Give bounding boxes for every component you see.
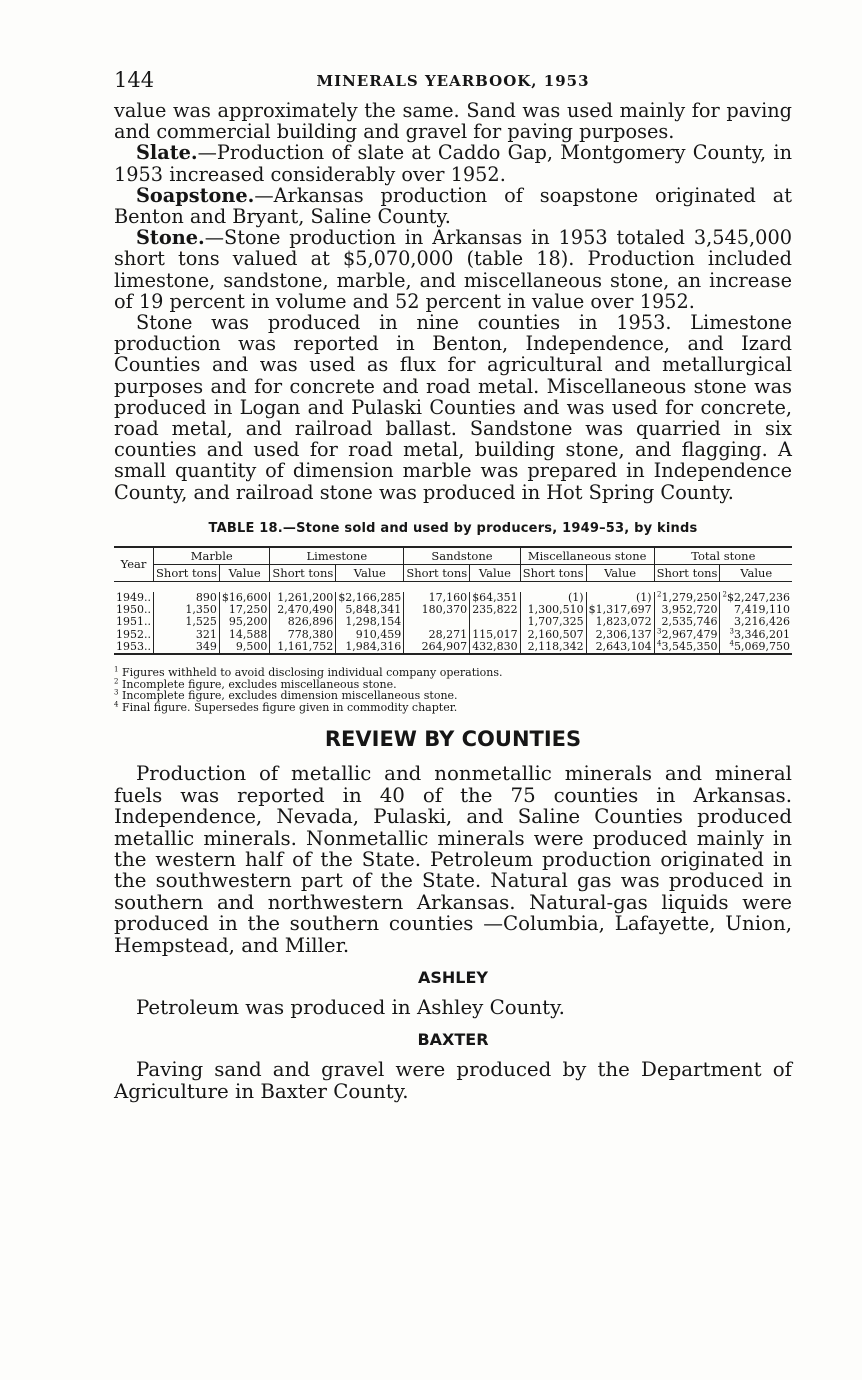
cell-misc-v: 2,306,137 [586,629,654,641]
table-body [114,581,792,654]
footnote-ref: 2 [722,590,728,599]
soapstone-text: —Arkansas production of soapstone originated at Benton and Bryant, Saline County. [114,183,792,229]
paragraph-sand: value was approximately the same. Sand was used mainly for paving and commercial building and gravel for paving purposes. [114,99,792,144]
cell-value: 7,419,110 [734,603,790,617]
cell-value: 3,216,426 [734,615,790,629]
group-header-sandstone: Sandstone [404,547,520,565]
section-heading-review: REVIEW BY COUNTIES [324,727,582,752]
table-row [114,641,792,654]
sub-header-tons: Short tons [404,564,470,581]
cell-marble-t: 1,350 [154,604,220,616]
cell-sand-t: 28,271 [404,629,470,641]
sub-header-tons: Short tons [154,564,220,581]
footnote-number: 2 [114,677,119,686]
cell-value: 2,967,479 [661,627,718,641]
cell-value: 3,952,720 [661,603,718,617]
cell-sand-t: 17,160 [404,592,470,604]
sub-header-value: Value [586,564,654,581]
paragraph-baxter: Paving sand and gravel were produced by the Department of Agriculture in Baxter County. [114,1058,792,1103]
footnote-ref: 4 [729,639,735,648]
cell-marble-v: 95,200 [219,616,270,628]
stone-table [114,546,792,655]
footnote-text: Incomplete figure, excludes dimension miscellaneous stone. [121,689,458,703]
cell-lime-v: 1,298,154 [336,616,404,628]
county-heading-ashley: ASHLEY [417,968,488,987]
cell-lime-v: $2,166,285 [336,592,404,604]
cell-value: 1,279,250 [661,590,718,604]
footnote-number: 1 [114,665,119,674]
cell-marble-t: 890 [154,592,220,604]
footnote-ref: 3 [657,627,662,636]
cell-marble-v: 17,250 [219,604,270,616]
cell-tot-v [720,641,792,654]
paragraph-slate [114,142,792,184]
cell-misc-t: 2,160,507 [520,629,586,641]
sub-header-tons: Short tons [654,564,720,581]
paragraph-stone [114,227,792,312]
footnote-number: 4 [114,700,119,709]
cell-sand-t [404,616,470,628]
county-heading-baxter: BAXTER [417,1030,489,1050]
page-header [114,60,792,100]
cell-marble-t: 321 [154,629,220,641]
cell-marble-v: $16,600 [219,592,270,604]
group-header-marble: Marble [154,547,270,565]
cell-year: 1953.. [114,641,154,654]
paragraph-review: Production of metallic and nonmetallic minerals and mineral fuels was reported in 40 of the 75 counties in Arkansas. Independence, Nevada, Pulaski, and Saline Counties produced metallic minerals. Nonmetallic minerals were produced mainly in the western half of the State. Petroleum production originated in the southwestern part of the State. Natural gas was produced in southern and northwestern Arkansas. Natural-gas liquids were produced in the southern counties —Columbia, Lafayette, Union, Hempstead, and Miller. [114,762,792,957]
soapstone-lead: Soapstone. [136,183,255,207]
cell-value: 3,346,201 [734,627,790,641]
cell-sand-v: 235,822 [470,604,521,616]
table-footnotes [114,667,792,713]
sub-header-value: Value [720,564,792,581]
footnote-number: 3 [114,688,119,697]
group-header-total: Total stone [654,547,792,565]
cell-lime-t: 1,261,200 [270,592,336,604]
cell-year: 1951.. [116,615,151,629]
sub-header-value: Value [336,564,404,581]
cell-misc-v: 1,823,072 [586,616,654,628]
stone-lead: Stone. [136,226,205,250]
paragraph-soapstone [114,185,792,227]
footnote-ref: 4 [657,639,662,648]
group-header-limestone: Limestone [270,547,404,565]
table-caption: TABLE 18.—Stone sold and used by producers, 1949–53, by kinds [208,520,698,536]
running-title: MINERALS YEARBOOK, 1953 [316,72,590,90]
cell-value: $2,247,236 [727,590,790,604]
cell-sand-v [470,616,521,628]
cell-year: 1949.. [116,590,151,604]
cell-misc-t: 1,707,325 [520,616,586,628]
cell-marble-v: 9,500 [219,641,270,654]
slate-text: —Production of slate at Caddo Gap, Montgomery County, in 1953 increased considerably over 1952. [114,141,792,186]
cell-misc-t: (1) [520,592,586,604]
cell-sand-t: 180,370 [404,604,470,616]
cell-lime-t: 778,380 [270,629,336,641]
cell-lime-t: 1,161,752 [270,641,336,654]
cell-misc-t: 1,300,510 [520,604,586,616]
footnote-ref: 2 [657,590,662,599]
cell-lime-v: 5,848,341 [336,604,404,616]
cell-year: 1952.. [116,627,151,641]
cell-tot-t [654,641,720,654]
cell-marble-v: 14,588 [219,629,270,641]
paragraph-stone-counties: Stone was produced in nine counties in 1953. Limestone production was reported in Benton, Independence, and Izard Counties and was used as flux for agricultural and metallurgical purposes and for concrete and road metal. Miscellaneous stone was produced in Logan and Pulaski Counties and was used for concrete, road metal, and railroad ballast. Sandstone was quarried in six counties and used for road metal, building stone, and flagging. A small quantity of dimension marble was prepared in Independence County, and railroad stone was produced in Hot Spring County. [114,311,792,504]
cell-year: 1950.. [116,603,151,617]
cell-lime-t: 826,896 [270,616,336,628]
cell-marble-t: 349 [154,641,220,654]
cell-value: 5,069,750 [734,640,790,654]
sub-header-value: Value [470,564,521,581]
cell-value: 3,545,350 [661,640,718,654]
footnote [114,702,792,714]
page-number: 144 [114,68,155,92]
sub-header-tons: Short tons [520,564,586,581]
slate-lead: Slate. [136,141,198,165]
year-header: Year [114,547,154,582]
sub-header-value: Value [219,564,270,581]
footnote-text: Final figure. Supersedes figure given in commodity chapter. [121,700,458,714]
cell-lime-t: 2,470,490 [270,604,336,616]
footnote-text: Incomplete figure, excludes miscellaneous stone. [121,677,397,691]
cell-misc-v: (1) [586,592,654,604]
sub-header-tons: Short tons [270,564,336,581]
cell-lime-v: 910,459 [336,629,404,641]
group-header-misc: Miscellaneous stone [520,547,654,565]
cell-value: 2,535,746 [661,615,718,629]
cell-misc-t: 2,118,342 [520,641,586,654]
cell-sand-t: 264,907 [404,641,470,654]
cell-misc-v: 2,643,104 [586,641,654,654]
cell-marble-t: 1,525 [154,616,220,628]
cell-sand-v: 432,830 [470,641,521,654]
paragraph-ashley: Petroleum was produced in Ashley County. [136,996,565,1019]
page [114,60,792,1102]
cell-sand-v: $64,351 [470,592,521,604]
cell-lime-v: 1,984,316 [336,641,404,654]
stone-text: —Stone production in Arkansas in 1953 totaled 3,545,000 short tons valued at $5,070,000 (table 18). Production included limestone, sandstone, marble, and miscellaneous stone, an increase of 19 percent in volume and 52 percent in value over 1952. [114,226,792,313]
footnote-ref: 3 [729,627,735,636]
cell-misc-v: $1,317,697 [586,604,654,616]
cell-sand-v: 115,017 [470,629,521,641]
footnote-text: Figures withheld to avoid disclosing individual company operations. [121,666,503,680]
